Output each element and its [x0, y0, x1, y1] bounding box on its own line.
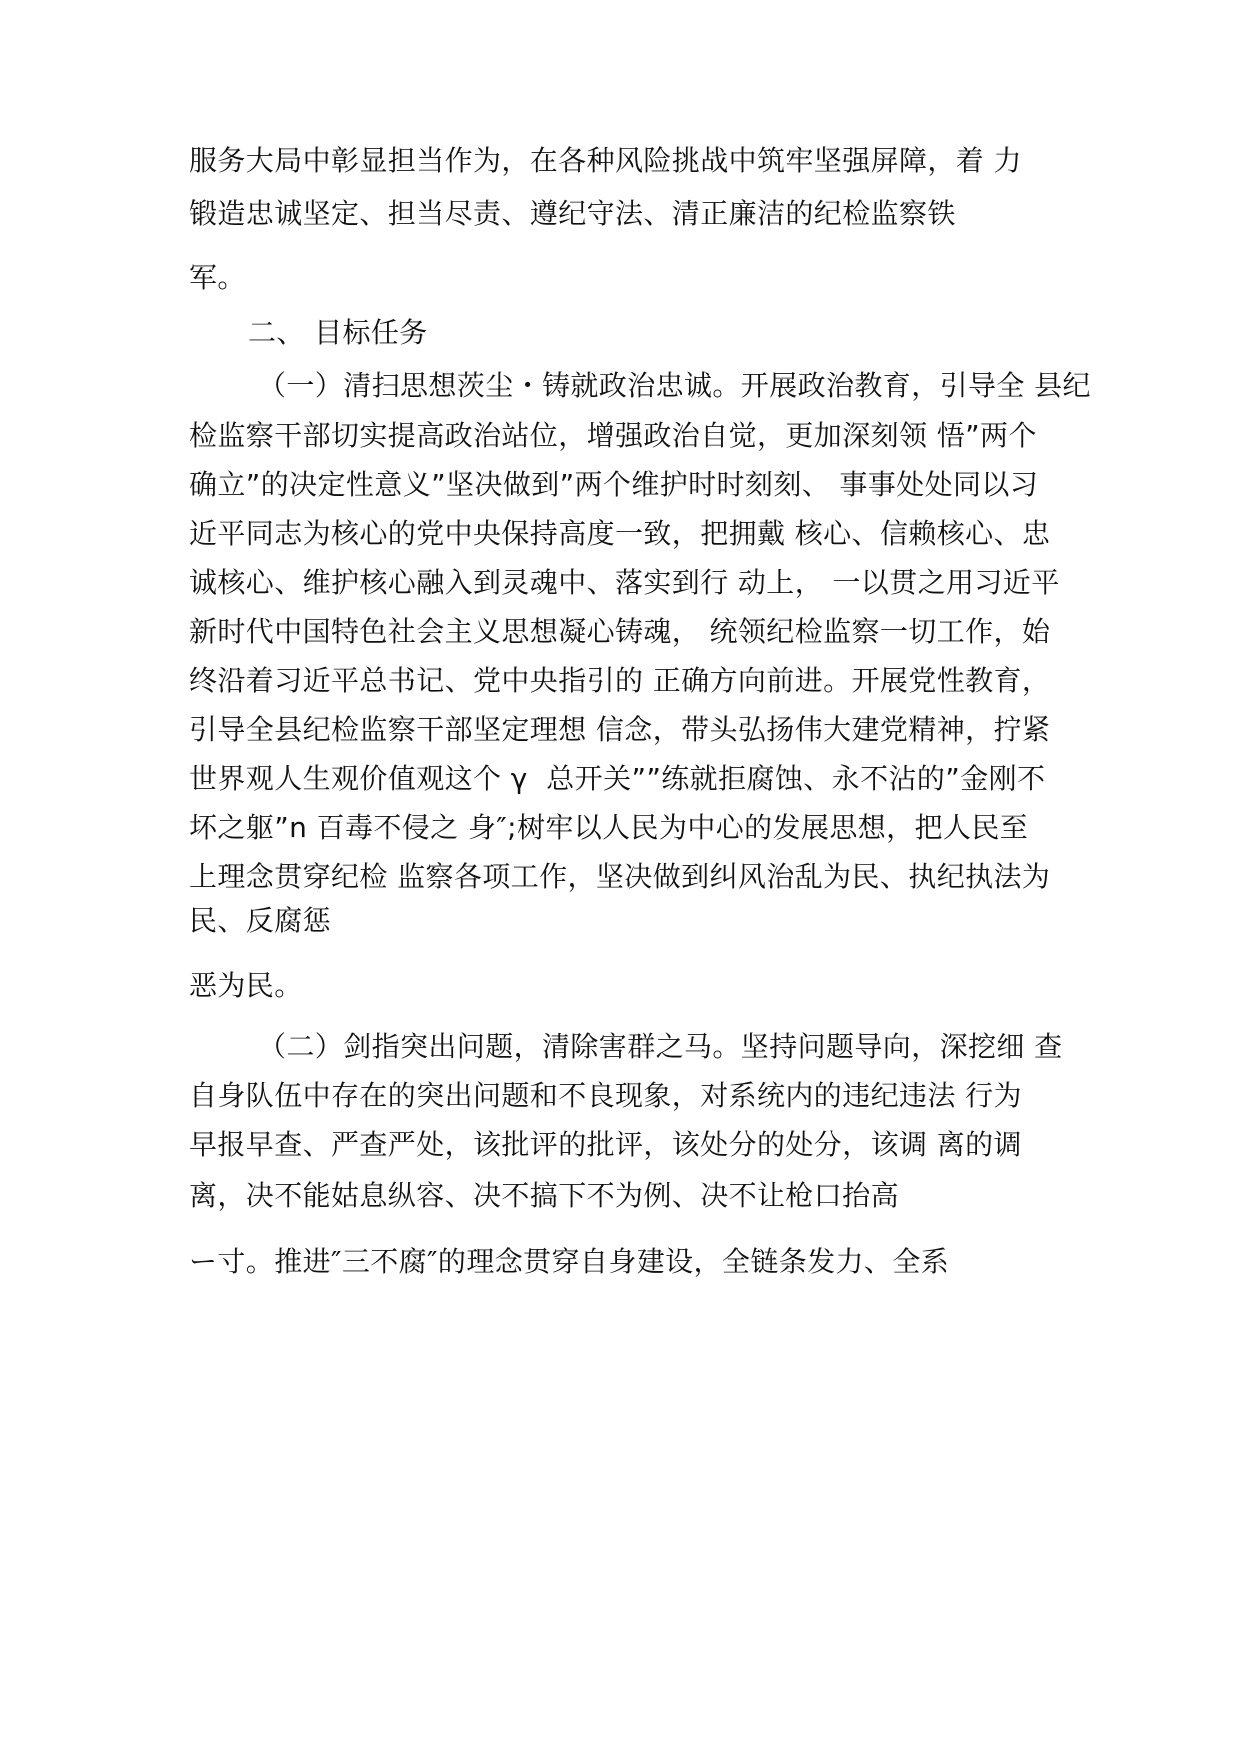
text-line: 引导全县纪检监察干部坚定理想 信念，带头弘扬伟大建党精神，拧紧 [189, 713, 1051, 746]
text-line: 离，决不能姑息纵容、决不搞下不为例、决不让枪口抬高 [189, 1179, 900, 1212]
text-line: 自身队伍中存在的突出问题和不良现象，对系统内的违纪违法 行为 [189, 1079, 1022, 1112]
text-line: 终沿着习近平总书记、党中央指引的 正确方向前进。开展党性教育， [189, 664, 1051, 697]
text-line: 坏之躯”n 百毒不侵之 身″;树牢以人民为中心的发展思想，把人民至 [189, 811, 1029, 844]
text-line: 检监察干部切实提高政治站位，增强政治自觉，更加深刻领 悟”两个 [189, 419, 1037, 452]
text-line: 世界观人生观价值观这个 γ 总开关””练就拒腐蚀、永不沾的”金刚不 [189, 762, 1046, 795]
section-heading: 二、 目标任务 [248, 316, 428, 349]
text-line: 新时代中国特色社会主义思想凝心铸魂， 统领纪检监察一切工作，始 [189, 615, 1051, 648]
paragraph-first-line: （二）剑指突出问题，清除害群之马。坚持问题导向，深挖细 查 [258, 1030, 1063, 1063]
text-line: 民、反腐惩 [189, 904, 332, 937]
text-line: 军。 [189, 261, 246, 294]
text-line: 近平同志为核心的党中央保持高度一致，把拥戴 核心、信赖核心、忠 [189, 517, 1051, 550]
paragraph-first-line: （一）清扫思想茨尘・铸就政治忠诚。开展政治教育，引导全 县纪 [258, 369, 1091, 402]
text-line: 锻造忠诚坚定、担当尽责、遵纪守法、清正廉洁的纪检监察铁 [189, 197, 956, 230]
text-line: 上理念贯穿纪检 监察各项工作，坚决做到纠风治乱为民、执纪执法为 [189, 860, 1051, 893]
text-line: 早报早查、严查严处，该批评的批评，该处分的处分，该调 离的调 [189, 1128, 1022, 1161]
text-line: 诚核心、维护核心融入到灵魂中、落实到行 动上， 一以贯之用习近平 [189, 566, 1060, 599]
text-line: 确立”的决定性意义”坚决做到”两个维护时时刻刻、 事事处处同以习 [189, 468, 1039, 501]
text-line: 服务大局中彰显担当作为，在各种风险挑战中筑牢坚强屏障，着 力 [189, 144, 1022, 177]
text-line: ー寸。推进″三不腐″的理念贯穿自身建设，全链条发力、全系 [189, 1245, 950, 1278]
text-line: 恶为民。 [189, 969, 303, 1002]
